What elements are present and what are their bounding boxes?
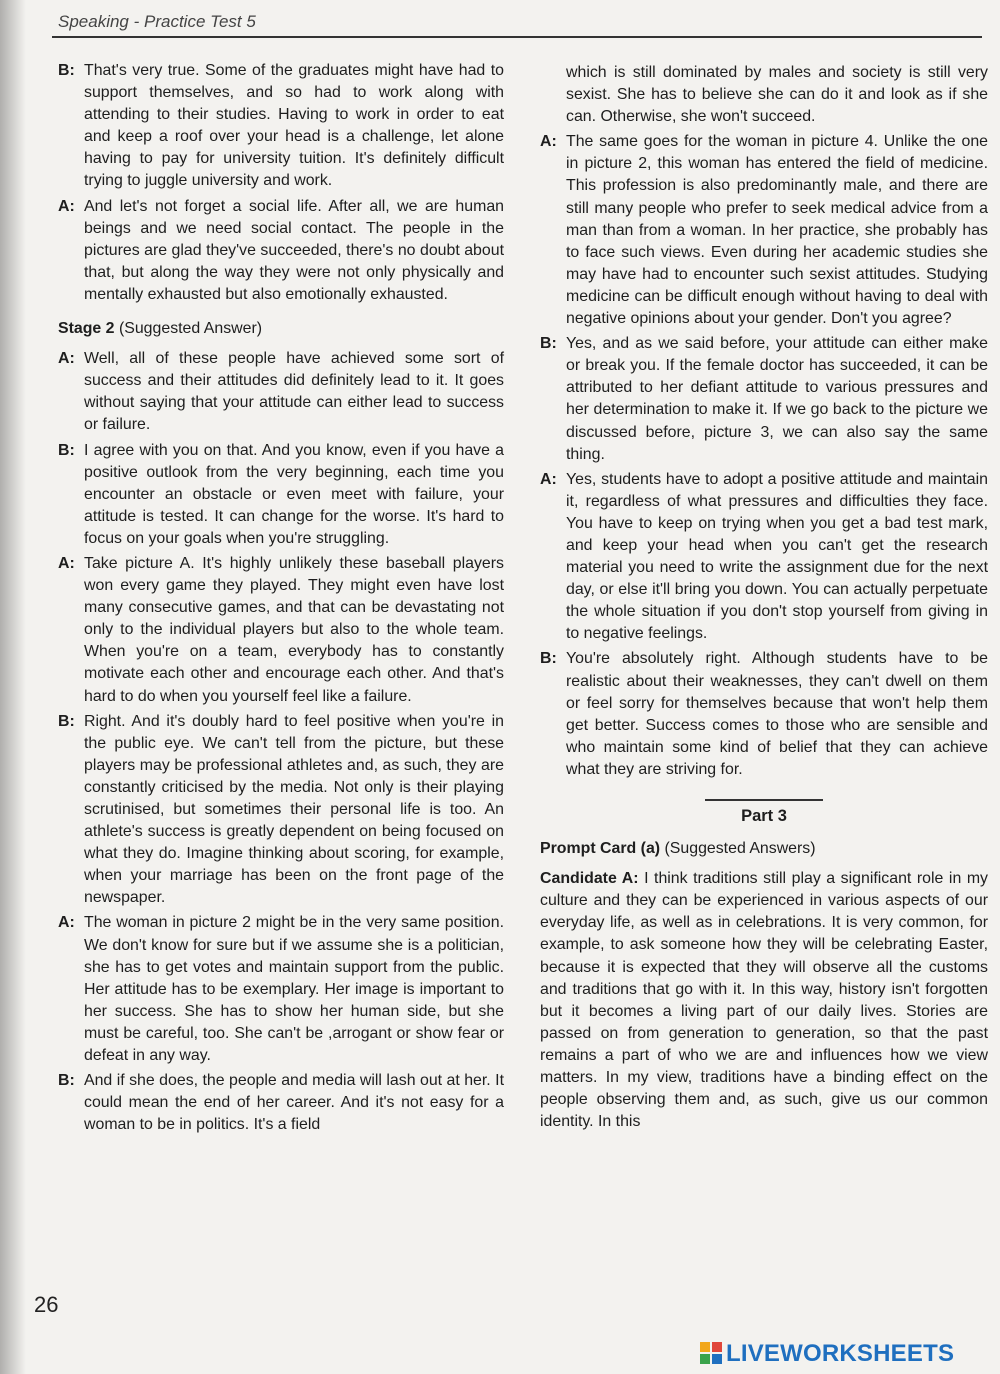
dialogue-paragraph xyxy=(540,333,988,466)
header-title: Speaking - Practice Test 5 xyxy=(58,12,256,31)
dialogue-text: I agree with you on that. And you know, even if you have a positive outlook from the very beginning, each time you encounter an obstacle or even meet with failure, your attitude is tested. It can change for the worse. It's hard to focus on your goals when you're struggling. xyxy=(84,441,504,547)
right-column xyxy=(540,62,988,1133)
watermark-text: LIVEWORKSHEETS xyxy=(726,1340,955,1367)
dialogue-text: Take picture A. It's highly unlikely these baseball players won every game they played. They might even have lost many consecutive games, and that can be devastating not only to the individual players but also to the whole team. When you're on a team, everybody has to constantly motivate each other and encourage each other. And that's hard to do when you yourself feel like a failure. xyxy=(84,554,504,705)
dialogue-paragraph xyxy=(58,1070,504,1136)
speaker-label: A: xyxy=(58,197,75,215)
dialogue-paragraph xyxy=(540,648,988,781)
dialogue-text: And let's not forget a social life. After all, we are human beings and we need social contact. The people in the pictures are glad they've succeeded, there's no doubt about that, but along the way they were not only physically and mentally exhausted but also emotionally exhausted. xyxy=(84,197,504,303)
dialogue-text: That's very true. Some of the graduates might have had to support themselves, and so had to work along with attending to their studies. Having to work in order to eat and keep a roof over your head is a challenge, let alone having to pay for university tuition. It's definitely difficult trying to juggle university and work. xyxy=(84,62,504,190)
dialogue-paragraph xyxy=(540,469,988,646)
speaker-label: B: xyxy=(58,441,75,459)
dialogue-text: Right. And it's doubly hard to feel positive when you're in the public eye. We can't tell from the picture, but these players may be professional athletes and, as such, they are constantly criticised by the media. Not only is their playing scrutinised, but sometimes their personal life is too. An athlete's success is greatly dependent on being focused on what they do. Imagine thinking about scoring, for example, when your marriage has been on the front page of the newspaper. xyxy=(84,712,504,907)
speaker-label: B: xyxy=(58,62,75,79)
speaker-label: B: xyxy=(58,1072,75,1090)
dialogue-paragraph xyxy=(58,440,504,550)
dialogue-paragraph xyxy=(540,131,988,330)
dialogue-paragraph xyxy=(58,912,504,1067)
candidate-a-paragraph xyxy=(540,868,988,1133)
dialogue-paragraph xyxy=(58,60,504,193)
dialogue-text: The woman in picture 2 might be in the very same position. We don't know for sure but if we assume she is a politician, she has to get votes and maintain support from the public. Her attitude has to be exemplary. Her image is important to her success. She has to show her human side, but she must be careful, too. She can't be ,arrogant or show fear or defeat in any way. xyxy=(84,914,504,1065)
stage2-heading xyxy=(58,318,504,340)
candidate-a-label: Candidate A: xyxy=(540,870,639,888)
speaker-label: A: xyxy=(540,133,557,151)
continuation-text: which is still dominated by males and society is still very sexist. She has to believe she can do it and look as if she can. Otherwise, she won't succeed. xyxy=(566,64,988,126)
dialogue-text: Yes, and as we said before, your attitude can either make or break you. If the female doctor has succeeded, it can be attributed to her defiant attitude to various pressures and her determination to make it. If we go back to the picture we discussed before, picture 3, we can also say the same thing. xyxy=(566,335,988,463)
speaker-label: A: xyxy=(58,350,75,368)
prompt-card-heading xyxy=(540,838,988,860)
speaker-label: A: xyxy=(58,914,75,932)
dialogue-text: And if she does, the people and media will lash out at her. It could mean the end of her career. And it's not easy for a woman to be in politics. It's a field xyxy=(84,1072,504,1134)
stage2-sub: (Suggested Answer) xyxy=(118,320,263,338)
dialogue-paragraph xyxy=(58,711,504,910)
prompt-card-sub: (Suggested Answers) xyxy=(664,840,816,858)
stage2-label: Stage 2 xyxy=(58,320,115,338)
page-edge-shadow xyxy=(0,0,26,1374)
dialogue-paragraph xyxy=(58,196,504,306)
page-header xyxy=(52,10,982,38)
liveworksheets-icon xyxy=(700,1342,722,1364)
speaker-label: B: xyxy=(540,650,557,668)
dialogue-text: The same goes for the woman in picture 4. Unlike the one in picture 2, this woman has entered the field of medicine. This profession is also predominantly male, and there are still many people who prefer to seek medical advice from a man than from a woman. In her practice, she probably has to face such views. Even during her academic studies she may have had to encounter such sexist attitudes. Studying medicine can be difficult enough without having to deal with negative opinions about your gender. Don't you agree? xyxy=(566,133,988,328)
speaker-label: B: xyxy=(540,335,557,353)
part3-heading-wrap xyxy=(540,799,988,828)
watermark-logo xyxy=(700,1340,1000,1366)
part3-heading: Part 3 xyxy=(705,799,823,827)
candidate-a-text: I think traditions still play a significant role in my culture and they can be experienced in various aspects of our everyday life, as well as in celebrations. It is very common, for example, to ask someone how they will be celebrating Easter, because it is expected that they will observe all the customs and traditions that go with it. In this way, history isn't forgotten but it becomes a living part of our daily lives. Stories are passed on from generation to generation, so that the past remains a part of who we are and influences how we view matters. In my view, traditions have a binding effect on the people observing them and, as such, give us our common identity. In this xyxy=(540,870,988,1131)
page-number: 26 xyxy=(34,1292,59,1317)
dialogue-text: Yes, students have to adopt a positive attitude and maintain it, regardless of what pressures and difficulties they face. You have to keep on trying when you get a bad test mark, and keep your head when you can't get the research material you need to write the assignment due for the next day, or else it'll bring you down. You can actually perpetuate the whole situation if you don't stop yourself from giving in to negative feelings. xyxy=(566,470,988,643)
speaker-label: B: xyxy=(58,712,75,730)
dialogue-text: Well, all of these people have achieved some sort of success and their attitudes did definitely lead to it. It goes without saying that your attitude can either lead to success or failure. xyxy=(84,350,504,434)
dialogue-text: You're absolutely right. Although students have to be realistic about their weaknesses, they can't dwell on them or feel sorry for themselves because that won't help them get better. Success comes to those who are sensible and who maintain some kind of belief that they can achieve what they are striving for. xyxy=(566,650,988,778)
speaker-label: A: xyxy=(58,554,75,572)
left-column xyxy=(58,60,504,1139)
prompt-card-label: Prompt Card (a) xyxy=(540,840,661,858)
speaker-label: A: xyxy=(540,470,557,488)
dialogue-paragraph xyxy=(58,348,504,436)
dialogue-paragraph xyxy=(58,553,504,708)
